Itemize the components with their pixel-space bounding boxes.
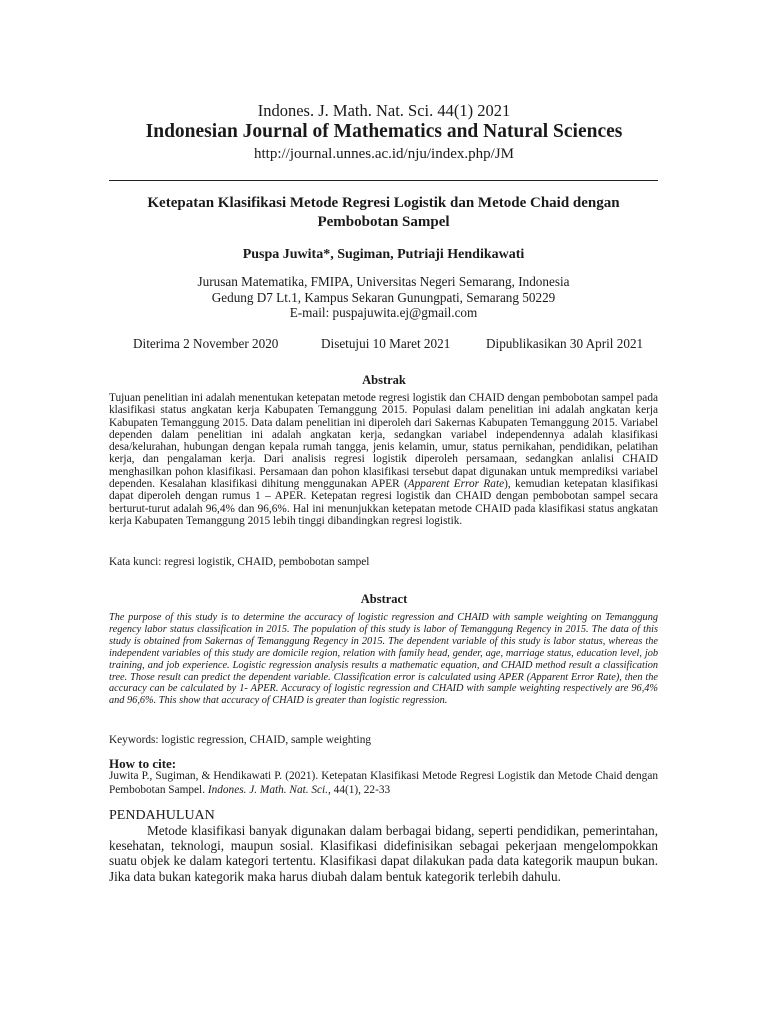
how-to-cite-text xyxy=(109,769,658,797)
abstract-body: The purpose of this study is to determine the accuracy of logistic regression and CHAID with sample weighting on Temanggung regency labor status classification in 2015. The population of this study is labor of Temanggung Regency in 2015. The data of this study is obtained from Sakernas of Temanggung Regency in 2015. The dependent variable of this study is labor status, whereas the independent variables of this study are domicile region, relation with family head, gender, age, marriage status, education level, job training, and job experience. Logistic regression analysis results a mathematic equation, and CHAID method result a classification tree. Those result can predict the dependent variable. Classification error is calculated using APER (Apparent Error Rate), then the accuracy can be calculated by 1- APER. Accuracy of logistic regression and CHAID with sample weighting respectively are 96,4% and 96,6%. This show that accuracy of CHAID is greater than logistic regression. xyxy=(109,612,658,707)
abstract-heading: Abstract xyxy=(360,592,408,606)
how-to-cite-heading: How to cite: xyxy=(109,756,177,771)
header-divider xyxy=(109,180,658,181)
citation-text-part2: 44(1), 22-33 xyxy=(330,784,391,796)
abstrak-text-part2: ), kemudian ketepatan klasifikasi dapat diperoleh dengan rumus 1 – APER. Ketepatan regresi logistik dan CHAID dengan pembobotan sampel secara berturut-turut adalah 96,4% dan 96,6%. Hal ini menunjukkan ketepatan metode CHAID pada klasifikasi status angkatan kerja Kabupaten Temanggung 2015 lebih tinggi dibandingkan regresi logistik. xyxy=(109,478,659,527)
affiliation-department: Jurusan Matematika, FMIPA, Universitas Negeri Semarang, Indonesia xyxy=(197,274,570,289)
journal-url[interactable]: http://journal.unnes.ac.id/nju/index.php/JM xyxy=(254,146,514,162)
date-accepted: Disetujui 10 Maret 2021 xyxy=(321,336,451,351)
citation-text-part1: Juwita P., Sugiman, & Hendikawati P. (2021). Ketepatan Klasifikasi Metode Regresi Logistik dan Metode Chaid dengan Pembobotan Sampel. xyxy=(109,770,658,796)
date-published: Dipublikasikan 30 April 2021 xyxy=(486,336,644,351)
journal-citation-line: Indones. J. Math. Nat. Sci. 44(1) 2021 xyxy=(257,101,511,120)
article-title: Ketepatan Klasifikasi Metode Regresi Logistik dan Metode Chaid dengan Pembobotan Sampel xyxy=(147,195,620,230)
abstrak-text-part1: Tujuan penelitian ini adalah menentukan ketepatan metode regresi logistik dan CHAID dengan pembobotan sampel pada klasifikasi status angkatan kerja Kabupaten Temanggung 2015. Populasi dalam penelitian ini adalah angkatan kerja Kabupaten Temanggung 2015. Data dalam penelitian ini diperoleh dari Sakernas Kabupaten Temanggung 2015. Variabel dependen dalam penelitian ini adalah angkatan kerja, sedangkan variabel independennya adalah klasifikasi desa/kelurahan, hubungan dengan kepala rumah tangga, jenis kelamin, umur, status pernikahan, pendidikan, pelatihan kerja, dan pengalaman kerja. Dari analisis regresi logistik diperoleh persamaan, sedangkan anlalisi CHAID menghasilkan pohon klasifikasi. Persamaan dan pohon klasifikasi tersebut dapat digunakan untuk memprediksi variabel dependen. Kesalahan klasifikasi dihitung menggunakan APER ( xyxy=(109,392,658,491)
affiliation-email[interactable]: E-mail: puspajuwita.ej@gmail.com xyxy=(289,305,478,320)
article-authors: Puspa Juwita*, Sugiman, Putriaji Hendikawati xyxy=(242,247,525,262)
journal-name: Indonesian Journal of Mathematics and Natural Sciences xyxy=(145,121,623,142)
abstract-keywords: Keywords: logistic regression, CHAID, sample weighting xyxy=(109,734,371,746)
introduction-body xyxy=(109,823,658,884)
abstrak-body xyxy=(109,392,658,527)
citation-journal-italic: Indones. J. Math. Nat. Sci., xyxy=(207,784,331,796)
abstrak-text-italic: Apparent Error Rate xyxy=(407,478,505,491)
introduction-paragraph: Metode klasifikasi banyak digunakan dalam berbagai bidang, seperti pendidikan, pemerintahan, kesehatan, teknologi, maupun sosial. Klasifikasi didefinisikan sebagai pekerjaan mengelompokkan suatu objek ke dalam kategori tertentu. Klasifikasi dapat dilakukan pada data kategorik maupun bukan. Jika data bukan kategorik maka harus diubah dalam bentuk kategorik terlebih dahulu. xyxy=(109,823,658,884)
affiliation-address: Gedung D7 Lt.1, Kampus Sekaran Gunungpati, Semarang 50229 xyxy=(211,289,556,305)
abstrak-keywords: Kata kunci: regresi logistik, CHAID, pembobotan sampel xyxy=(109,556,370,568)
date-received: Diterima 2 November 2020 xyxy=(133,336,279,351)
introduction-heading: PENDAHULUAN xyxy=(109,808,215,823)
author-affiliation xyxy=(109,274,658,321)
abstrak-heading: Abstrak xyxy=(362,373,406,387)
